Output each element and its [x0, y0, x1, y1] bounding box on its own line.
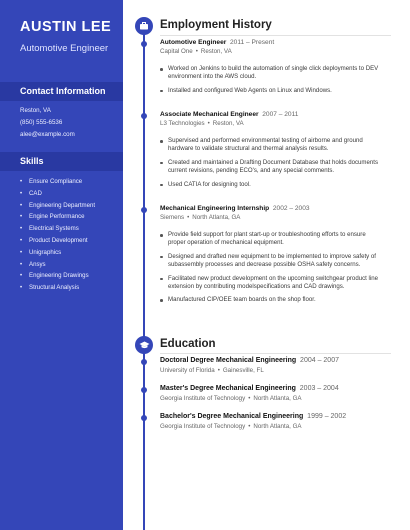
degree-dates: 1999 – 2002 [307, 413, 347, 420]
job-dates: 2011 – Present [229, 39, 275, 46]
job-title: Mechanical Engineering Internship [160, 205, 270, 212]
job-bullet: Facilitated new product development on the upcoming switchgear product line extension by contributing modelspecifications and CAD drawings. [160, 275, 382, 292]
job-bullet: Installed and configured Web Agents on Linux and Windows. [160, 87, 382, 95]
school-location: Gainesville, FL [222, 367, 264, 374]
education-entry [160, 412, 382, 431]
contact-phone: (850) 555-6536 [20, 119, 63, 126]
job-title: Automotive Engineer [160, 39, 227, 46]
skill-item: • Structural Analysis [20, 282, 95, 294]
education-entry [160, 356, 382, 375]
job-dates: 2007 – 2011 [262, 111, 299, 118]
skill-item: • Unigraphics [20, 247, 95, 259]
degree-title: Bachelor's Degree Mechanical Engineering [160, 413, 304, 420]
job-bullet: Used CATIA for designing tool. [160, 181, 382, 189]
skill-item: • Electrical Systems [20, 223, 95, 235]
job-entry [160, 38, 382, 100]
timeline-line [143, 20, 145, 530]
skills-list [20, 176, 95, 294]
school-line: Georgia Institute of Technology • North Atlanta, GA [160, 395, 302, 402]
skill-item: • Engineering Department [20, 200, 95, 212]
school-line: Georgia Institute of Technology • North Atlanta, GA [160, 423, 302, 430]
job-dates: 2002 – 2003 [272, 205, 310, 212]
timeline-dot [141, 113, 147, 119]
skill-item: • Ensure Compliance [20, 176, 95, 188]
education-divider [160, 353, 391, 354]
education-heading: Education [160, 338, 216, 350]
school-name: Georgia Institute of Technology [160, 395, 246, 402]
skill-item: • Engineering Drawings [20, 270, 95, 282]
degree-title: Doctoral Degree Mechanical Engineering [160, 357, 297, 364]
contact-heading: Contact Information [0, 82, 123, 101]
job-title-line [160, 110, 382, 119]
job-bullet: Supervised and performed environmental testing of airborne and ground hardware to validate structural and thermal analysis results. [160, 137, 382, 154]
job-location: North Atlanta, GA [192, 214, 241, 221]
job-bullets [160, 231, 382, 305]
job-company-line: Capital One • Reston, VA [160, 48, 232, 55]
school-location: North Atlanta, GA [253, 395, 302, 402]
job-company: Siemens [160, 214, 185, 221]
employment-heading: Employment History [160, 19, 272, 31]
job-bullets [160, 137, 382, 189]
job-company-line: Siemens • North Atlanta, GA [160, 214, 241, 221]
job-bullet: Designed and drafted new equipment to be implemented to improve safety of subassembly processes and decrease possible OSHA safety concerns. [160, 253, 382, 270]
degree-title: Master's Degree Mechanical Engineering [160, 385, 296, 392]
degree-dates: 2003 – 2004 [299, 385, 339, 392]
employment-divider [160, 35, 391, 36]
candidate-title: Automotive Engineer [20, 43, 109, 54]
job-bullet: Provide field support for plant start-up or troubleshooting efforts to ensure proper operation of mechanical equipment. [160, 231, 382, 248]
timeline-dot [141, 359, 147, 365]
school-line: University of Florida • Gainesville, FL [160, 367, 264, 374]
skill-item: • Product Development [20, 235, 95, 247]
skill-item: • Ansys [20, 259, 95, 271]
skill-item: • CAD [20, 188, 95, 200]
school-name: Georgia Institute of Technology [160, 423, 246, 430]
skills-heading: Skills [0, 152, 123, 171]
job-bullet: Manufactured CIP/OEE team boards on the shop floor. [160, 296, 382, 304]
contact-location: Reston, VA [20, 107, 51, 114]
skill-item: • Engine Performance [20, 211, 95, 223]
job-title-line [160, 204, 382, 213]
degree-line [160, 356, 382, 366]
school-name: University of Florida [160, 367, 215, 374]
degree-dates: 2004 – 2007 [300, 357, 339, 364]
degree-line [160, 412, 382, 422]
degree-line [160, 384, 382, 394]
job-bullets [160, 65, 382, 95]
job-title: Associate Mechanical Engineer [160, 111, 259, 118]
job-location: Reston, VA [212, 120, 244, 127]
job-entry [160, 204, 382, 310]
graduation-cap-icon [135, 336, 153, 354]
job-company-line: L3 Technologies • Reston, VA [160, 120, 244, 127]
job-entry [160, 110, 382, 194]
school-location: North Atlanta, GA [253, 423, 302, 430]
job-title-line [160, 38, 382, 47]
education-entry [160, 384, 382, 403]
briefcase-icon [135, 17, 153, 35]
job-bullet: Created and maintained a Drafting Document Database that holds documents current revisions, pending ECO's, and any special comments. [160, 159, 382, 176]
sidebar [0, 0, 123, 530]
timeline-dot [141, 41, 147, 47]
candidate-name: AUSTIN LEE [20, 19, 112, 35]
timeline-dot [141, 415, 147, 421]
job-company: L3 Technologies [160, 120, 205, 127]
timeline-dot [141, 387, 147, 393]
job-company: Capital One [160, 48, 193, 55]
job-bullet: Worked on Jenkins to build the automation of single click deployments to DEV environment into the AWS cloud. [160, 65, 382, 82]
job-location: Reston, VA [200, 48, 232, 55]
timeline-dot [141, 207, 147, 213]
contact-email[interactable]: alee@example.com [20, 131, 75, 138]
